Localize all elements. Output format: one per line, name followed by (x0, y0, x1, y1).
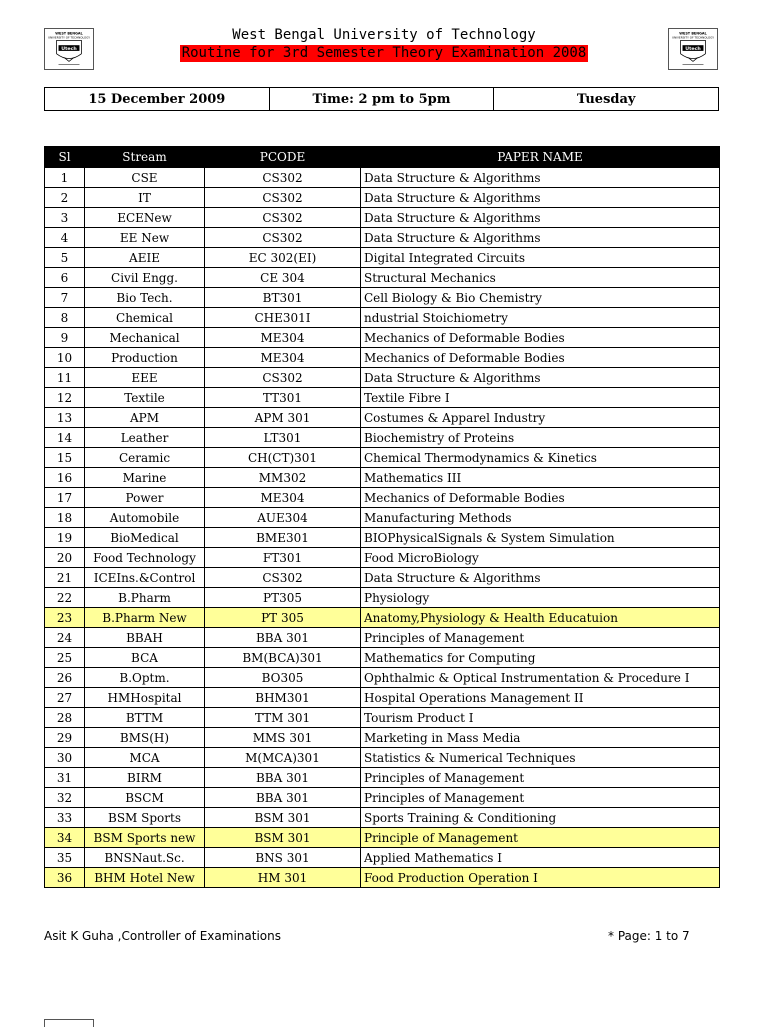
row-stream: BTTM (85, 708, 205, 728)
row-stream: B.Pharm New (85, 608, 205, 628)
table-row (45, 708, 720, 728)
row-sl: 28 (45, 708, 85, 728)
logo-right-line2: UNIVERSITY OF TECHNOLOGY (671, 35, 715, 40)
row-stream: BCA (85, 648, 205, 668)
row-stream: Ceramic (85, 448, 205, 468)
row-pcode: CS302 (205, 228, 361, 248)
row-pcode: BSM 301 (205, 808, 361, 828)
table-row (45, 168, 720, 188)
row-sl: 14 (45, 428, 85, 448)
table-row (45, 788, 720, 808)
row-paper-name: Food Production Operation I (361, 868, 720, 888)
row-paper-name: Sports Training & Conditioning (361, 808, 720, 828)
row-stream: APM (85, 408, 205, 428)
row-pcode: HM 301 (205, 868, 361, 888)
logo-right-line1: WEST BENGAL (679, 31, 707, 36)
row-pcode: ME304 (205, 488, 361, 508)
logo-left-line2: UNIVERSITY OF TECHNOLOGY (47, 35, 91, 40)
row-pcode: AUE304 (205, 508, 361, 528)
table-row (45, 248, 720, 268)
row-stream: Marine (85, 468, 205, 488)
row-pcode: MM302 (205, 468, 361, 488)
row-pcode: BO305 (205, 668, 361, 688)
row-paper-name: BIOPhysicalSignals & System Simulation (361, 528, 720, 548)
row-stream: Mechanical (85, 328, 205, 348)
row-stream: Automobile (85, 508, 205, 528)
header-sl: Sl (45, 147, 85, 168)
table-row (45, 848, 720, 868)
row-sl: 22 (45, 588, 85, 608)
row-pcode: BBA 301 (205, 628, 361, 648)
row-pcode: BHM301 (205, 688, 361, 708)
row-sl: 18 (45, 508, 85, 528)
row-paper-name: Statistics & Numerical Techniques (361, 748, 720, 768)
row-stream: BSM Sports (85, 808, 205, 828)
row-paper-name: Manufacturing Methods (361, 508, 720, 528)
row-pcode: BSM 301 (205, 828, 361, 848)
row-pcode: CE 304 (205, 268, 361, 288)
table-row (45, 508, 720, 528)
row-paper-name: Data Structure & Algorithms (361, 368, 720, 388)
row-paper-name: Mechanics of Deformable Bodies (361, 348, 720, 368)
row-paper-name: Mathematics III (361, 468, 720, 488)
row-paper-name: Applied Mathematics I (361, 848, 720, 868)
row-pcode: LT301 (205, 428, 361, 448)
row-sl: 32 (45, 788, 85, 808)
row-pcode: FT301 (205, 548, 361, 568)
row-sl: 29 (45, 728, 85, 748)
exam-time: Time: 2 pm to 5pm (270, 88, 495, 110)
row-pcode: ME304 (205, 348, 361, 368)
row-pcode: BNS 301 (205, 848, 361, 868)
row-sl: 1 (45, 168, 85, 188)
row-stream: EEE (85, 368, 205, 388)
table-row (45, 548, 720, 568)
header-pcode: PCODE (205, 147, 361, 168)
row-paper-name: Ophthalmic & Optical Instrumentation & Procedure I (361, 668, 720, 688)
row-paper-name: Digital Integrated Circuits (361, 248, 720, 268)
row-pcode: M(MCA)301 (205, 748, 361, 768)
table-body (45, 168, 720, 888)
table-row (45, 348, 720, 368)
row-sl: 4 (45, 228, 85, 248)
logo-left-line1: WEST BENGAL (55, 31, 83, 36)
row-paper-name: Mechanics of Deformable Bodies (361, 488, 720, 508)
table-header-row (45, 147, 720, 168)
row-sl: 20 (45, 548, 85, 568)
table-row (45, 468, 720, 488)
row-pcode: ME304 (205, 328, 361, 348)
row-sl: 12 (45, 388, 85, 408)
table-row (45, 328, 720, 348)
table-row (45, 368, 720, 388)
row-paper-name: Anatomy,Physiology & Health Educatuion (361, 608, 720, 628)
row-stream: BMS(H) (85, 728, 205, 748)
row-paper-name: Data Structure & Algorithms (361, 228, 720, 248)
row-sl: 23 (45, 608, 85, 628)
table-row (45, 628, 720, 648)
row-paper-name: Data Structure & Algorithms (361, 168, 720, 188)
row-stream: Leather (85, 428, 205, 448)
row-stream: IT (85, 188, 205, 208)
row-paper-name: Principle of Management (361, 828, 720, 848)
row-sl: 16 (45, 468, 85, 488)
exam-info-bar (44, 87, 719, 111)
exam-date: 15 December 2009 (45, 88, 270, 110)
row-stream: AEIE (85, 248, 205, 268)
row-stream: Textile (85, 388, 205, 408)
table-row (45, 448, 720, 468)
row-paper-name: Data Structure & Algorithms (361, 568, 720, 588)
row-pcode: MMS 301 (205, 728, 361, 748)
row-stream: BHM Hotel New (85, 868, 205, 888)
table-row (45, 768, 720, 788)
row-stream: Food Technology (85, 548, 205, 568)
row-pcode: CH(CT)301 (205, 448, 361, 468)
row-sl: 10 (45, 348, 85, 368)
row-stream: Production (85, 348, 205, 368)
row-sl: 35 (45, 848, 85, 868)
row-paper-name: Mechanics of Deformable Bodies (361, 328, 720, 348)
row-stream: Power (85, 488, 205, 508)
table-row (45, 668, 720, 688)
row-stream: BioMedical (85, 528, 205, 548)
table-row (45, 528, 720, 548)
controller-signature: Asit K Guha ,Controller of Examinations (44, 929, 281, 943)
logo-left-mark: Utech (61, 46, 77, 52)
university-name: West Bengal University of Technology (232, 27, 536, 43)
document-heading (0, 27, 768, 62)
row-pcode: TT301 (205, 388, 361, 408)
table-row (45, 688, 720, 708)
row-pcode: BBA 301 (205, 788, 361, 808)
table-row (45, 748, 720, 768)
row-stream: ECENew (85, 208, 205, 228)
row-pcode: CS302 (205, 168, 361, 188)
row-stream: B.Pharm (85, 588, 205, 608)
row-sl: 34 (45, 828, 85, 848)
row-pcode: PT 305 (205, 608, 361, 628)
row-paper-name: Cell Biology & Bio Chemistry (361, 288, 720, 308)
row-paper-name: Hospital Operations Management II (361, 688, 720, 708)
next-page-logo-edge (44, 1019, 94, 1027)
row-stream: Bio Tech. (85, 288, 205, 308)
exam-day: Tuesday (576, 91, 636, 107)
row-paper-name: Data Structure & Algorithms (361, 188, 720, 208)
row-paper-name: Mathematics for Computing (361, 648, 720, 668)
header-paper-name: PAPER NAME (361, 147, 720, 168)
row-sl: 6 (45, 268, 85, 288)
row-sl: 2 (45, 188, 85, 208)
row-sl: 30 (45, 748, 85, 768)
row-stream: BNSNaut.Sc. (85, 848, 205, 868)
logo-right-mark: Utech (685, 46, 701, 52)
row-stream: HMHospital (85, 688, 205, 708)
row-pcode: BME301 (205, 528, 361, 548)
row-paper-name: Physiology (361, 588, 720, 608)
row-sl: 27 (45, 688, 85, 708)
row-sl: 31 (45, 768, 85, 788)
row-sl: 9 (45, 328, 85, 348)
row-paper-name: Principles of Management (361, 628, 720, 648)
row-pcode: APM 301 (205, 408, 361, 428)
routine-table (44, 146, 720, 888)
row-paper-name: Principles of Management (361, 788, 720, 808)
row-sl: 25 (45, 648, 85, 668)
row-sl: 11 (45, 368, 85, 388)
row-pcode: EC 302(EI) (205, 248, 361, 268)
row-paper-name: Principles of Management (361, 768, 720, 788)
table-row (45, 388, 720, 408)
row-sl: 36 (45, 868, 85, 888)
row-sl: 15 (45, 448, 85, 468)
row-sl: 24 (45, 628, 85, 648)
row-sl: 8 (45, 308, 85, 328)
table-row (45, 208, 720, 228)
row-paper-name: Data Structure & Algorithms (361, 208, 720, 228)
row-stream: EE New (85, 228, 205, 248)
header-stream: Stream (85, 147, 205, 168)
table-row (45, 288, 720, 308)
row-paper-name: Food MicroBiology (361, 548, 720, 568)
row-sl: 26 (45, 668, 85, 688)
row-stream: MCA (85, 748, 205, 768)
row-stream: ICEIns.&Control (85, 568, 205, 588)
row-paper-name: Tourism Product I (361, 708, 720, 728)
table-row (45, 568, 720, 588)
row-paper-name: Textile Fibre I (361, 388, 720, 408)
row-stream: B.Optm. (85, 668, 205, 688)
table-row (45, 488, 720, 508)
row-sl: 19 (45, 528, 85, 548)
row-stream: CSE (85, 168, 205, 188)
row-pcode: CS302 (205, 208, 361, 228)
row-sl: 21 (45, 568, 85, 588)
table-row (45, 268, 720, 288)
row-sl: 7 (45, 288, 85, 308)
row-stream: BSCM (85, 788, 205, 808)
table-row (45, 828, 720, 848)
row-stream: BBAH (85, 628, 205, 648)
row-pcode: BT301 (205, 288, 361, 308)
row-stream: BIRM (85, 768, 205, 788)
row-paper-name: Marketing in Mass Media (361, 728, 720, 748)
row-paper-name: ndustrial Stoichiometry (361, 308, 720, 328)
row-sl: 13 (45, 408, 85, 428)
table-row (45, 408, 720, 428)
row-paper-name: Structural Mechanics (361, 268, 720, 288)
row-stream: BSM Sports new (85, 828, 205, 848)
row-sl: 3 (45, 208, 85, 228)
table-row (45, 588, 720, 608)
row-stream: Civil Engg. (85, 268, 205, 288)
table-row (45, 648, 720, 668)
row-pcode: BBA 301 (205, 768, 361, 788)
table-row (45, 728, 720, 748)
table-row (45, 188, 720, 208)
row-pcode: BM(BCA)301 (205, 648, 361, 668)
row-paper-name: Chemical Thermodynamics & Kinetics (361, 448, 720, 468)
row-sl: 5 (45, 248, 85, 268)
table-row (45, 868, 720, 888)
row-pcode: CS302 (205, 188, 361, 208)
row-paper-name: Biochemistry of Proteins (361, 428, 720, 448)
row-paper-name: Costumes & Apparel Industry (361, 408, 720, 428)
row-stream: Chemical (85, 308, 205, 328)
row-sl: 17 (45, 488, 85, 508)
table-row (45, 608, 720, 628)
table-row (45, 428, 720, 448)
table-row (45, 808, 720, 828)
row-pcode: PT305 (205, 588, 361, 608)
row-pcode: CHE301I (205, 308, 361, 328)
row-pcode: TTM 301 (205, 708, 361, 728)
table-row (45, 308, 720, 328)
page-indicator: * Page: 1 to 7 (608, 929, 690, 943)
row-pcode: CS302 (205, 568, 361, 588)
row-sl: 33 (45, 808, 85, 828)
row-pcode: CS302 (205, 368, 361, 388)
table-row (45, 228, 720, 248)
routine-title: Routine for 3rd Semester Theory Examination 2008 (181, 45, 587, 61)
